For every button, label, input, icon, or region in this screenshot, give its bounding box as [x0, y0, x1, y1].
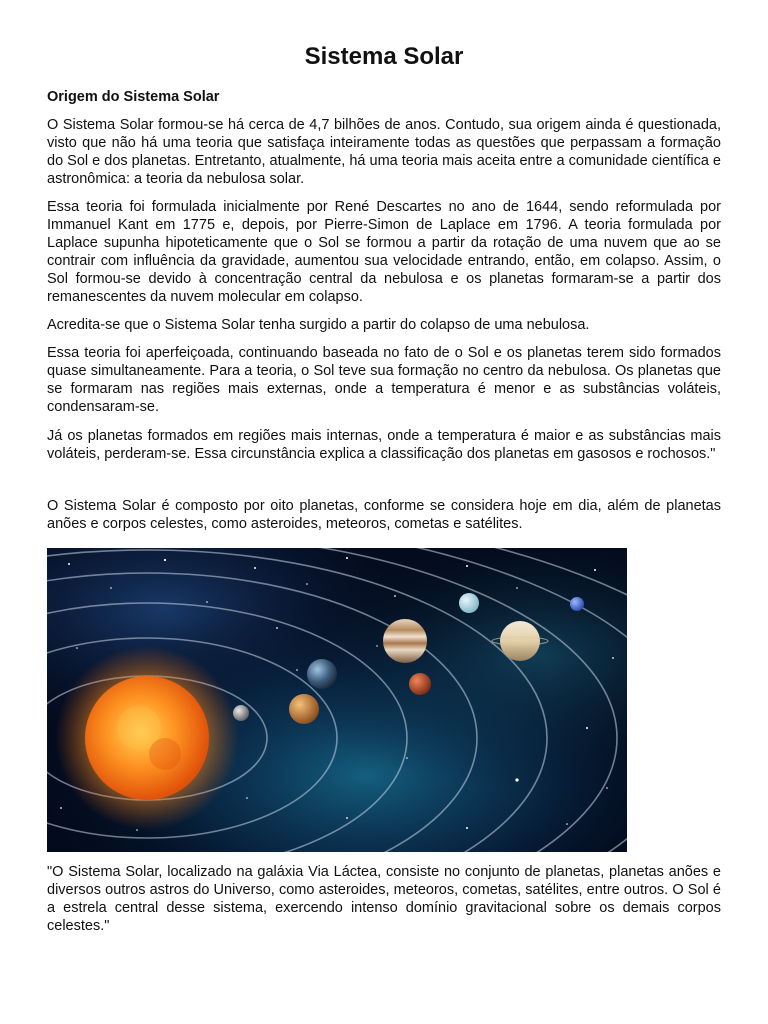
paragraph-3: Acredita-se que o Sistema Solar tenha surgido a partir do colapso de uma nebulosa.: [47, 317, 590, 333]
uranus: [459, 593, 479, 613]
paragraph-1: O Sistema Solar formou-se há cerca de 4,7 bilhões de anos. Contudo, sua origem ainda é questionada, visto que não há uma teoria que satisfaça inteiramente todas as questões que perpassam a formação do Sol e dos planetas. Entretanto, atualmente, há uma teoria mais aceita entre a comunidade científica e astronômica: a teoria da nebulosa solar.: [47, 117, 721, 187]
mercury: [233, 705, 249, 721]
solar-system-illustration: [47, 548, 627, 852]
neptune: [570, 597, 584, 611]
paragraph-2: Essa teoria foi formulada inicialmente por René Descartes no ano de 1644, sendo reformulada por Immanuel Kant em 1775 e, depois, por Pierre-Simon de Laplace em 1796. A teoria formulada por Laplace supunha hipoteticamente que o Sol se formou a partir da rotação de uma nuvem que ao se contrair com influência da gravidade, aumentou sua velocidade entrando, então, em colapso. Assim, o Sol formou-se devido à concentração central da nebulosa e os planetas formaram-se a partir dos remanescentes da nuvem molecular em colapso.: [47, 199, 721, 305]
earth: [307, 659, 337, 689]
paragraph-5: Já os planetas formados em regiões mais internas, onde a temperatura é maior e as substâncias mais voláteis, perderam-se. Essa circunstância explica a classificação dos planetas em gasosos e rochosos.": [47, 428, 721, 462]
jupiter: [383, 619, 427, 663]
section-heading: Origem do Sistema Solar: [47, 89, 220, 105]
paragraph-6: O Sistema Solar é composto por oito planetas, conforme se considera hoje em dia, além de planetas anões e corpos celestes, como asteroides, meteoros, cometas e satélites.: [47, 498, 721, 532]
paragraph-4: Essa teoria foi aperfeiçoada, continuando baseada no fato de o Sol e os planetas terem sido formados quase simultaneamente. Para a teoria, o Sol teve sua formação no centro da nebulosa. Os planetas que se formaram nas regiões mais externas, onde a temperatura é menor e as substâncias voláteis, condensaram-se.: [47, 345, 721, 415]
venus: [289, 694, 319, 724]
page-title: Sistema Solar: [304, 43, 464, 70]
mars: [409, 673, 431, 695]
closing-quote: "O Sistema Solar, localizado na galáxia Via Láctea, consiste no conjunto de planetas, planetas anões e diversos outros astros do Universo, como asteroides, meteoros, cometas, satélites, entre outros. O Sol é a estrela central desse sistema, exercendo intenso domínio gravitacional sobre os demais corpos celestes.": [47, 864, 721, 934]
solar-system-image: [47, 548, 627, 852]
